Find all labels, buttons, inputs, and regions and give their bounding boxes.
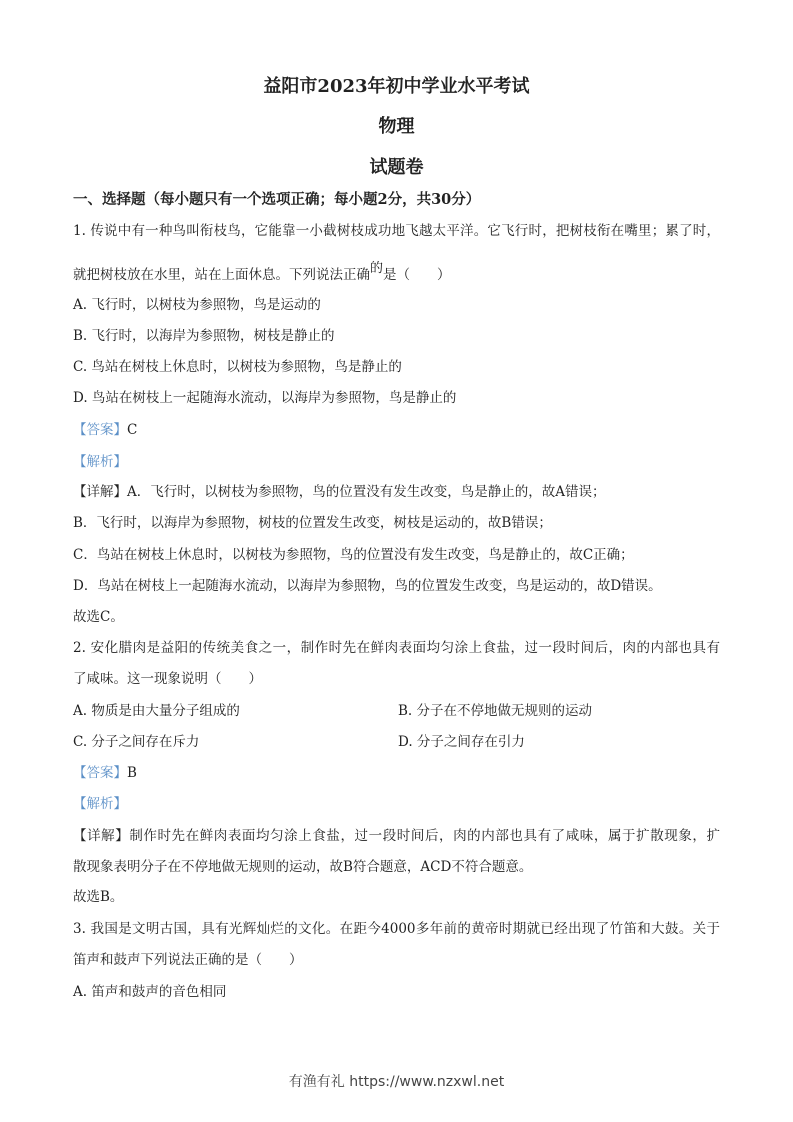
q1-option-d: D. 鸟站在树枝上一起随海水流动，以海岸为参照物，鸟是静止的 — [73, 390, 457, 406]
q2-answer — [73, 764, 137, 782]
detail-text: 制作时先在鲜肉表面均匀涂上食盐，过一段时间后，肉的内部也具有了咸味，属于扩散现象，扩 — [129, 828, 721, 844]
q2-option-b: B. 分子在不停地做无规则的运动 — [398, 703, 593, 719]
answer-value: C — [127, 422, 138, 438]
detail-label: 【详解】 — [73, 484, 127, 500]
q1-stem-text: 就把树枝放在水里，站在上面休息。下列说法正确 — [73, 267, 370, 283]
exam-title: 益阳市2023年初中学业水平考试 — [263, 76, 530, 97]
q2-detail-2: 散现象表明分子在不停地做无规则的运动，故B符合题意，ACD不符合题意。 — [73, 859, 533, 875]
q1-detail-a — [73, 483, 606, 501]
q2-detail-1 — [73, 827, 720, 845]
q2-stem-cont: 了咸味。这一现象说明（ ） — [73, 671, 262, 687]
answer-value: B — [127, 765, 137, 781]
q2-option-c: C. 分子之间存在斥力 — [73, 734, 200, 750]
q2-conclusion: 故选B。 — [73, 889, 124, 905]
detail-label: 【详解】 — [73, 828, 130, 844]
q3-option-a: A. 笛声和鼓声的音色相同 — [73, 984, 227, 1000]
q1-detail-b: B．飞行时，以海岸为参照物，树枝的位置发生改变，树枝是运动的，故B错误； — [73, 515, 552, 531]
q1-stem-end: 是（ ） — [383, 267, 451, 283]
q1-option-b: B. 飞行时，以海岸为参照物，树枝是静止的 — [73, 328, 335, 344]
q1-conclusion: 故选C。 — [73, 609, 124, 625]
subject-title: 物理 — [378, 116, 415, 137]
footer-watermark: 有渔有礼 https://www.nzxwl.net — [288, 1074, 505, 1090]
section-heading: 一、选择题（每小题只有一个选项正确；每小题2分，共30分） — [73, 191, 481, 208]
q1-option-a: A. 飞行时，以树枝为参照物，鸟是运动的 — [73, 297, 321, 313]
q1-detail-d: D．鸟站在树枝上一起随海水流动，以海岸为参照物，鸟的位置发生改变，鸟是运动的，故D错误。 — [73, 578, 662, 594]
q2-option-d: D. 分子之间存在引力 — [398, 734, 525, 750]
q1-stem-cont — [73, 261, 451, 285]
q3-stem-cont: 笛声和鼓声下列说法正确的是（ ） — [73, 952, 303, 968]
q2-stem: 2. 安化腊肉是益阳的传统美食之一，制作时先在鲜肉表面均匀涂上食盐，过一段时间后，肉的内部也具有 — [73, 640, 720, 656]
q2-option-a: A. 物质是由大量分子组成的 — [73, 703, 240, 719]
q3-stem: 3. 我国是文明古国，具有光辉灿烂的文化。在距今4000多年前的黄帝时期就已经出现了竹笛和大鼓。关于 — [73, 921, 720, 937]
q1-stem: 1. 传说中有一种鸟叫衔枝鸟，它能靠一小截树枝成功地飞越太平洋。它飞行时，把树枝衔在嘴里；累了时， — [73, 223, 720, 239]
q1-detail-c: C．鸟站在树枝上休息时，以树枝为参照物，鸟的位置没有发生改变，鸟是静止的，故C正确； — [73, 547, 634, 563]
paper-title: 试题卷 — [369, 157, 424, 178]
q1-stem-sup: 的 — [370, 261, 384, 276]
q2-analysis-label: 【解析】 — [73, 796, 127, 812]
q1-answer — [73, 421, 137, 439]
answer-label: 【答案】 — [73, 422, 127, 438]
detail-text: A．飞行时，以树枝为参照物，鸟的位置没有发生改变，鸟是静止的，故A错误； — [127, 484, 606, 500]
q1-option-c: C. 鸟站在树枝上休息时，以树枝为参照物，鸟是静止的 — [73, 359, 402, 375]
q1-analysis-label: 【解析】 — [73, 454, 127, 470]
answer-label: 【答案】 — [73, 765, 127, 781]
